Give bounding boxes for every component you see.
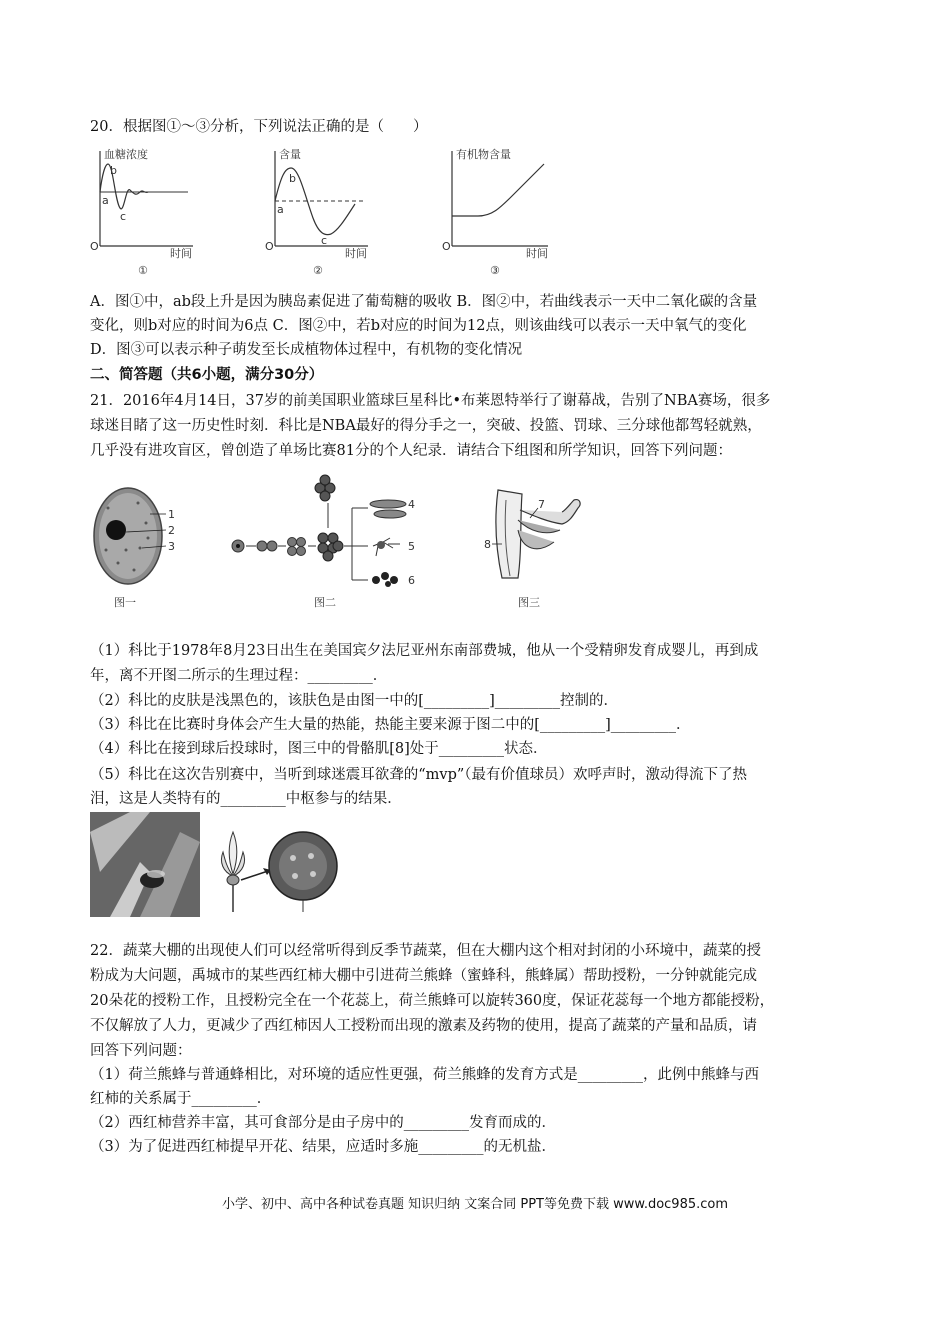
page-footer: 小学、初中、高中各种试卷真题 知识归纳 文案合同 PPT等免费下载 www.doc985.com: [221, 1197, 729, 1212]
q20-option-line-3: D．图③可以表示种子萌发至长成植物体过程中，有机物的变化情况: [90, 342, 523, 358]
graph-3-xlabel: 时间: [526, 247, 548, 260]
q20-option-line-1: A．图①中，ab段上升是因为胰岛素促进了葡萄糖的吸收 B．图②中，若曲线表示一天中二氧化碳的含量: [90, 294, 758, 310]
figure-arm: [478, 480, 588, 608]
q21-sub-2: （2）科比的皮肤是浅黑色的，该肤色是由图一中的[_________]_________控制的．: [90, 693, 619, 709]
graph-2: [263, 146, 373, 278]
fig1-label-3: 3: [168, 540, 175, 553]
q21-line-3: 几乎没有进攻盲区，曾创造了单场比赛81分的个人纪录．请结合下组图和所学知识，回答下列问题：: [90, 443, 732, 459]
graph-2-label-c: c: [321, 234, 328, 247]
graph-2-label-b: b: [289, 172, 296, 185]
fig2-caption: 图二: [314, 596, 336, 608]
fig2-label-6: 6: [408, 574, 415, 587]
graph-1-xlabel: 时间: [170, 247, 192, 260]
q22-line-4: 不仅解放了人力，更减少了西红柿因人工授粉而出现的激素及药物的使用，提高了蔬菜的产量和品质，请: [90, 1018, 757, 1034]
graph-3-origin: O: [442, 240, 451, 253]
q21-sub-1-line-2: 年，离不开图二所示的生理过程：_________．: [90, 668, 388, 684]
graph-1-caption: ①: [138, 264, 148, 277]
graph-3-caption: ③: [490, 264, 500, 277]
fig1-label-2: 2: [168, 524, 175, 537]
figure-cell-division: [228, 468, 428, 608]
graph-1-origin: O: [90, 240, 99, 253]
flower-to-tomato-diagram: [205, 812, 340, 917]
graph-2-xlabel: 时间: [345, 247, 367, 260]
q22-line-1: 22．蔬菜大棚的出现使人们可以经常听得到反季节蔬菜，但在大棚内这个相对封闭的小环境中，蔬菜的授: [90, 943, 761, 959]
q20-option-line-2: 变化，则b对应的时间为6点 C．图②中，若b对应的时间为12点，则该曲线可以表示一天中氧气的变化: [90, 318, 747, 334]
graph-1-label-c: c: [120, 210, 127, 223]
fig3-label-8: 8: [484, 538, 491, 551]
q22-sub-1-line-2: 红柿的关系属于_________．: [90, 1091, 272, 1107]
q20-stem: 20．根据图①～③分析，下列说法正确的是（ ）: [90, 119, 428, 135]
q22-sub-3: （3）为了促进西红柿提早开花、结果，应适时多施_________的无机盐．: [90, 1139, 556, 1155]
q22-sub-1-line-1: （1）荷兰熊蜂与普通蜂相比，对环境的适应性更强，荷兰熊蜂的发育方式是_________，此例中熊蜂与西: [90, 1067, 759, 1083]
graph-1-label-b: b: [110, 164, 117, 177]
fig3-caption: 图三: [518, 596, 540, 608]
fig2-label-4: 4: [408, 498, 415, 511]
q22-sub-2: （2）西红柿营养丰富，其可食部分是由子房中的_________发育而成的．: [90, 1115, 556, 1131]
q21-sub-5-line-2: 泪，这是人类特有的_________中枢参与的结果．: [90, 791, 402, 807]
graph-2-label-a: a: [277, 203, 284, 216]
bumblebee-photo: [90, 812, 200, 917]
q21-sub-3: （3）科比在比赛时身体会产生大量的热能，热能主要来源于图二中的[_________]_________．: [90, 717, 691, 733]
graph-2-origin: O: [265, 240, 274, 253]
q21-sub-4: （4）科比在接到球后投球时，图三中的骨骼肌[8]处于_________状态．: [90, 741, 548, 757]
graph-2-ylabel: 含量: [279, 148, 301, 161]
figure-cell: [88, 478, 188, 608]
fig2-label-5: 5: [408, 540, 415, 553]
graph-3-ylabel: 有机物含量: [456, 148, 511, 161]
graph-3: [440, 146, 555, 278]
fig3-label-7: 7: [538, 498, 545, 511]
q22-line-3: 20朵花的授粉工作，且授粉完全在一个花蕊上，荷兰熊蜂可以旋转360度，保证花蕊每一个地方都能授粉，: [90, 993, 775, 1009]
graph-1: [88, 146, 198, 278]
fig1-label-1: 1: [168, 508, 175, 521]
q22-line-5: 回答下列问题：: [90, 1043, 192, 1059]
q21-line-2: 球迷目睹了这一历史性时刻．科比是NBA最好的得分手之一，突破、投篮、罚球、三分球他都驾轻就熟，: [90, 418, 762, 434]
q21-sub-5-line-1: （5）科比在这次告别赛中，当听到球迷震耳欲聋的“mvp”（最有价值球员）欢呼声时，激动得流下了热: [90, 767, 748, 783]
graph-1-ylabel: 血糖浓度: [104, 148, 148, 161]
q21-sub-1-line-1: （1）科比于1978年8月23日出生在美国宾夕法尼亚州东南部费城，他从一个受精卵发育成婴儿，再到成: [90, 643, 759, 659]
fig1-caption: 图一: [114, 596, 136, 608]
graph-1-label-a: a: [102, 194, 109, 207]
graph-2-caption: ②: [313, 264, 323, 277]
q21-line-1: 21．2016年4月14日，37岁的前美国职业篮球巨星科比•布莱恩特举行了谢幕战，告别了NBA赛场，很多: [90, 393, 771, 409]
q22-line-2: 粉成为大问题，禹城市的某些西红柿大棚中引进荷兰熊蜂（蜜蜂科，熊蜂属）帮助授粉，一分钟就能完成: [90, 968, 757, 984]
section-2-heading: 二、简答题（共6小题，满分30分）: [90, 367, 324, 383]
